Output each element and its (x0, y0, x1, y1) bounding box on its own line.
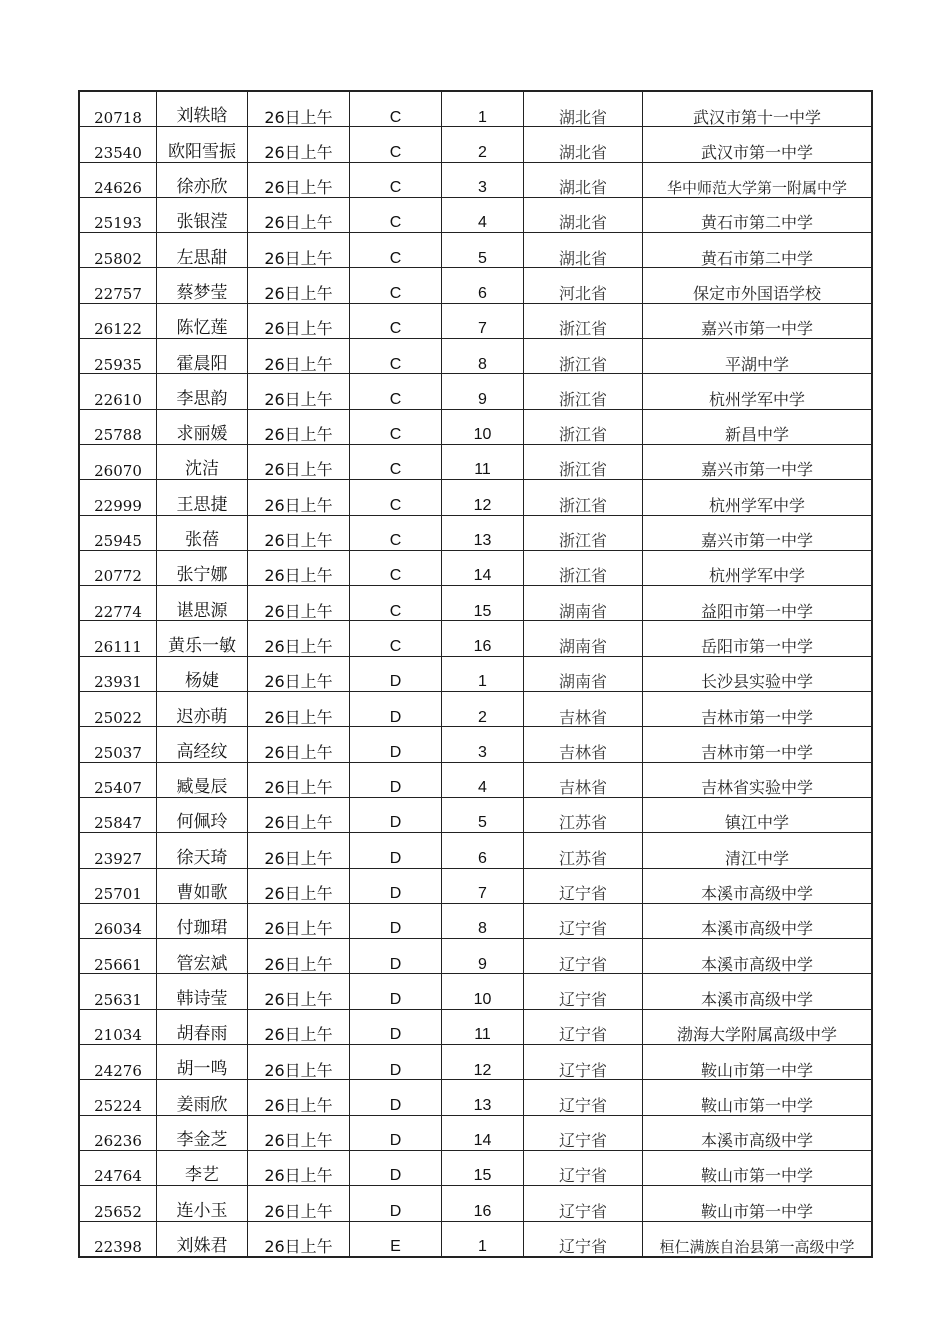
student-id-cell: 25193 (79, 197, 157, 232)
group-cell: D (350, 1150, 442, 1185)
school-cell: 杭州学军中学 (643, 480, 873, 515)
group-cell: C (350, 480, 442, 515)
seat-number-cell: 9 (442, 939, 524, 974)
province-cell: 吉林省 (524, 727, 643, 762)
group-cell: C (350, 339, 442, 374)
student-name-cell: 沈洁 (157, 444, 248, 479)
seat-number-cell: 4 (442, 197, 524, 232)
group-cell: C (350, 91, 442, 127)
province-cell: 辽宁省 (524, 1186, 643, 1221)
school-cell: 鞍山市第一中学 (643, 1080, 873, 1115)
student-id-cell: 22398 (79, 1221, 157, 1257)
session-time-cell: 26日上午 (248, 1150, 350, 1185)
group-cell: C (350, 409, 442, 444)
student-name-cell: 韩诗莹 (157, 974, 248, 1009)
table-row (79, 1150, 872, 1185)
group-cell: D (350, 727, 442, 762)
student-id-cell: 25935 (79, 339, 157, 374)
school-cell: 本溪市高级中学 (643, 903, 873, 938)
school-cell: 鞍山市第一中学 (643, 1150, 873, 1185)
student-id-cell: 26034 (79, 903, 157, 938)
student-name-cell: 张蓓 (157, 515, 248, 550)
session-time-cell: 26日上午 (248, 409, 350, 444)
session-time-cell: 26日上午 (248, 197, 350, 232)
roster-table (78, 90, 873, 1258)
student-id-cell: 25847 (79, 797, 157, 832)
school-cell: 保定市外国语学校 (643, 268, 873, 303)
session-time-cell: 26日上午 (248, 586, 350, 621)
table-row (79, 444, 872, 479)
table-row (79, 939, 872, 974)
seat-number-cell: 12 (442, 480, 524, 515)
student-id-cell: 24626 (79, 162, 157, 197)
student-id-cell: 26122 (79, 303, 157, 338)
student-id-cell: 23540 (79, 127, 157, 162)
school-cell: 黄石市第二中学 (643, 197, 873, 232)
province-cell: 辽宁省 (524, 974, 643, 1009)
seat-number-cell: 14 (442, 550, 524, 585)
province-cell: 江苏省 (524, 797, 643, 832)
student-name-cell: 姜雨欣 (157, 1080, 248, 1115)
session-time-cell: 26日上午 (248, 480, 350, 515)
seat-number-cell: 7 (442, 868, 524, 903)
province-cell: 湖北省 (524, 127, 643, 162)
student-id-cell: 25945 (79, 515, 157, 550)
seat-number-cell: 2 (442, 127, 524, 162)
session-time-cell: 26日上午 (248, 727, 350, 762)
student-name-cell: 胡春雨 (157, 1009, 248, 1044)
session-time-cell: 26日上午 (248, 1080, 350, 1115)
table-row (79, 1080, 872, 1115)
student-name-cell: 何佩玲 (157, 797, 248, 832)
group-cell: D (350, 939, 442, 974)
student-id-cell: 26070 (79, 444, 157, 479)
seat-number-cell: 13 (442, 515, 524, 550)
table-row (79, 833, 872, 868)
group-cell: D (350, 833, 442, 868)
table-row (79, 586, 872, 621)
table-row (79, 868, 872, 903)
session-time-cell: 26日上午 (248, 762, 350, 797)
table-row (79, 692, 872, 727)
province-cell: 浙江省 (524, 444, 643, 479)
seat-number-cell: 5 (442, 233, 524, 268)
student-id-cell: 24764 (79, 1150, 157, 1185)
province-cell: 吉林省 (524, 692, 643, 727)
seat-number-cell: 3 (442, 162, 524, 197)
school-cell: 黄石市第二中学 (643, 233, 873, 268)
province-cell: 辽宁省 (524, 868, 643, 903)
group-cell: D (350, 1080, 442, 1115)
province-cell: 辽宁省 (524, 1150, 643, 1185)
student-id-cell: 21034 (79, 1009, 157, 1044)
roster-body (79, 91, 872, 1257)
table-row (79, 727, 872, 762)
seat-number-cell: 10 (442, 974, 524, 1009)
student-id-cell: 22774 (79, 586, 157, 621)
student-name-cell: 霍晨阳 (157, 339, 248, 374)
session-time-cell: 26日上午 (248, 444, 350, 479)
student-name-cell: 李思韵 (157, 374, 248, 409)
student-id-cell: 26111 (79, 621, 157, 656)
student-name-cell: 臧曼辰 (157, 762, 248, 797)
school-cell: 长沙县实验中学 (643, 656, 873, 691)
province-cell: 湖南省 (524, 586, 643, 621)
student-name-cell: 付珈珺 (157, 903, 248, 938)
school-cell: 镇江中学 (643, 797, 873, 832)
seat-number-cell: 8 (442, 339, 524, 374)
group-cell: C (350, 303, 442, 338)
school-cell: 益阳市第一中学 (643, 586, 873, 621)
session-time-cell: 26日上午 (248, 233, 350, 268)
school-cell: 鞍山市第一中学 (643, 1045, 873, 1080)
group-cell: D (350, 692, 442, 727)
province-cell: 辽宁省 (524, 1045, 643, 1080)
table-row (79, 797, 872, 832)
student-id-cell: 23927 (79, 833, 157, 868)
session-time-cell: 26日上午 (248, 692, 350, 727)
student-id-cell: 22610 (79, 374, 157, 409)
province-cell: 辽宁省 (524, 1080, 643, 1115)
student-name-cell: 张银滢 (157, 197, 248, 232)
student-name-cell: 陈忆莲 (157, 303, 248, 338)
session-time-cell: 26日上午 (248, 339, 350, 374)
student-name-cell: 连小玉 (157, 1186, 248, 1221)
school-cell: 吉林市第一中学 (643, 692, 873, 727)
school-cell: 渤海大学附属高级中学 (643, 1009, 873, 1044)
student-name-cell: 谌思源 (157, 586, 248, 621)
seat-number-cell: 11 (442, 1009, 524, 1044)
seat-number-cell: 3 (442, 727, 524, 762)
province-cell: 浙江省 (524, 374, 643, 409)
table-row (79, 162, 872, 197)
student-id-cell: 25661 (79, 939, 157, 974)
group-cell: D (350, 974, 442, 1009)
province-cell: 浙江省 (524, 409, 643, 444)
group-cell: C (350, 268, 442, 303)
group-cell: C (350, 586, 442, 621)
seat-number-cell: 2 (442, 692, 524, 727)
seat-number-cell: 7 (442, 303, 524, 338)
province-cell: 湖南省 (524, 621, 643, 656)
table-row (79, 197, 872, 232)
student-name-cell: 王思捷 (157, 480, 248, 515)
student-id-cell: 22999 (79, 480, 157, 515)
session-time-cell: 26日上午 (248, 903, 350, 938)
session-time-cell: 26日上午 (248, 127, 350, 162)
table-row (79, 339, 872, 374)
group-cell: D (350, 1115, 442, 1150)
school-cell: 新昌中学 (643, 409, 873, 444)
province-cell: 辽宁省 (524, 903, 643, 938)
province-cell: 吉林省 (524, 762, 643, 797)
group-cell: C (350, 515, 442, 550)
student-id-cell: 25802 (79, 233, 157, 268)
seat-number-cell: 1 (442, 1221, 524, 1257)
table-row (79, 91, 872, 127)
student-id-cell: 20772 (79, 550, 157, 585)
student-name-cell: 杨婕 (157, 656, 248, 691)
session-time-cell: 26日上午 (248, 1045, 350, 1080)
student-name-cell: 徐亦欣 (157, 162, 248, 197)
seat-number-cell: 1 (442, 656, 524, 691)
seat-number-cell: 11 (442, 444, 524, 479)
province-cell: 湖北省 (524, 197, 643, 232)
student-name-cell: 胡一鸣 (157, 1045, 248, 1080)
session-time-cell: 26日上午 (248, 1115, 350, 1150)
student-name-cell: 黄乐一敏 (157, 621, 248, 656)
student-name-cell: 高经纹 (157, 727, 248, 762)
table-row (79, 233, 872, 268)
school-cell: 嘉兴市第一中学 (643, 444, 873, 479)
school-cell: 清江中学 (643, 833, 873, 868)
school-cell: 嘉兴市第一中学 (643, 515, 873, 550)
group-cell: E (350, 1221, 442, 1257)
school-cell: 岳阳市第一中学 (643, 621, 873, 656)
student-name-cell: 刘姝君 (157, 1221, 248, 1257)
student-name-cell: 欧阳雪振 (157, 127, 248, 162)
student-id-cell: 23931 (79, 656, 157, 691)
student-id-cell: 25224 (79, 1080, 157, 1115)
seat-number-cell: 15 (442, 586, 524, 621)
seat-number-cell: 8 (442, 903, 524, 938)
student-name-cell: 蔡梦莹 (157, 268, 248, 303)
group-cell: D (350, 903, 442, 938)
student-name-cell: 李金芝 (157, 1115, 248, 1150)
school-cell: 本溪市高级中学 (643, 974, 873, 1009)
table-row (79, 762, 872, 797)
school-cell: 武汉市第十一中学 (643, 91, 873, 127)
session-time-cell: 26日上午 (248, 797, 350, 832)
student-id-cell: 25022 (79, 692, 157, 727)
table-row (79, 480, 872, 515)
session-time-cell: 26日上午 (248, 303, 350, 338)
school-cell: 嘉兴市第一中学 (643, 303, 873, 338)
school-cell: 杭州学军中学 (643, 550, 873, 585)
group-cell: D (350, 1045, 442, 1080)
session-time-cell: 26日上午 (248, 833, 350, 868)
student-id-cell: 26236 (79, 1115, 157, 1150)
session-time-cell: 26日上午 (248, 621, 350, 656)
session-time-cell: 26日上午 (248, 268, 350, 303)
seat-number-cell: 10 (442, 409, 524, 444)
table-row (79, 903, 872, 938)
group-cell: C (350, 374, 442, 409)
session-time-cell: 26日上午 (248, 515, 350, 550)
province-cell: 浙江省 (524, 339, 643, 374)
group-cell: C (350, 162, 442, 197)
table-row (79, 974, 872, 1009)
school-cell: 杭州学军中学 (643, 374, 873, 409)
session-time-cell: 26日上午 (248, 1186, 350, 1221)
student-id-cell: 24276 (79, 1045, 157, 1080)
session-time-cell: 26日上午 (248, 91, 350, 127)
seat-number-cell: 4 (442, 762, 524, 797)
group-cell: C (350, 550, 442, 585)
seat-number-cell: 5 (442, 797, 524, 832)
province-cell: 辽宁省 (524, 1221, 643, 1257)
seat-number-cell: 16 (442, 1186, 524, 1221)
session-time-cell: 26日上午 (248, 656, 350, 691)
province-cell: 江苏省 (524, 833, 643, 868)
province-cell: 河北省 (524, 268, 643, 303)
seat-number-cell: 9 (442, 374, 524, 409)
school-cell: 吉林市第一中学 (643, 727, 873, 762)
student-name-cell: 迟亦萌 (157, 692, 248, 727)
province-cell: 湖南省 (524, 656, 643, 691)
student-name-cell: 刘轶晗 (157, 91, 248, 127)
group-cell: D (350, 1186, 442, 1221)
school-cell: 本溪市高级中学 (643, 939, 873, 974)
session-time-cell: 26日上午 (248, 374, 350, 409)
seat-number-cell: 6 (442, 833, 524, 868)
province-cell: 辽宁省 (524, 1115, 643, 1150)
school-cell: 桓仁满族自治县第一高级中学 (643, 1221, 873, 1257)
table-row (79, 656, 872, 691)
province-cell: 浙江省 (524, 515, 643, 550)
group-cell: D (350, 762, 442, 797)
student-name-cell: 管宏斌 (157, 939, 248, 974)
table-row (79, 303, 872, 338)
student-id-cell: 20718 (79, 91, 157, 127)
group-cell: C (350, 233, 442, 268)
student-id-cell: 25701 (79, 868, 157, 903)
session-time-cell: 26日上午 (248, 1221, 350, 1257)
seat-number-cell: 15 (442, 1150, 524, 1185)
table-row (79, 1009, 872, 1044)
seat-number-cell: 16 (442, 621, 524, 656)
school-cell: 华中师范大学第一附属中学 (643, 162, 873, 197)
table-row (79, 268, 872, 303)
table-row (79, 621, 872, 656)
seat-number-cell: 14 (442, 1115, 524, 1150)
student-name-cell: 左思甜 (157, 233, 248, 268)
student-id-cell: 25788 (79, 409, 157, 444)
province-cell: 浙江省 (524, 550, 643, 585)
session-time-cell: 26日上午 (248, 868, 350, 903)
student-id-cell: 25631 (79, 974, 157, 1009)
table-row (79, 374, 872, 409)
group-cell: C (350, 444, 442, 479)
seat-number-cell: 12 (442, 1045, 524, 1080)
province-cell: 湖北省 (524, 162, 643, 197)
group-cell: C (350, 197, 442, 232)
province-cell: 浙江省 (524, 303, 643, 338)
province-cell: 湖北省 (524, 91, 643, 127)
student-name-cell: 张宁娜 (157, 550, 248, 585)
group-cell: C (350, 127, 442, 162)
table-row (79, 550, 872, 585)
student-id-cell: 25037 (79, 727, 157, 762)
school-cell: 平湖中学 (643, 339, 873, 374)
student-id-cell: 25407 (79, 762, 157, 797)
province-cell: 湖北省 (524, 233, 643, 268)
group-cell: D (350, 797, 442, 832)
student-id-cell: 25652 (79, 1186, 157, 1221)
group-cell: C (350, 621, 442, 656)
student-name-cell: 求丽媛 (157, 409, 248, 444)
seat-number-cell: 13 (442, 1080, 524, 1115)
table-row (79, 1045, 872, 1080)
province-cell: 辽宁省 (524, 1009, 643, 1044)
session-time-cell: 26日上午 (248, 939, 350, 974)
session-time-cell: 26日上午 (248, 1009, 350, 1044)
school-cell: 鞍山市第一中学 (643, 1186, 873, 1221)
group-cell: D (350, 1009, 442, 1044)
session-time-cell: 26日上午 (248, 974, 350, 1009)
seat-number-cell: 6 (442, 268, 524, 303)
session-time-cell: 26日上午 (248, 162, 350, 197)
table-row (79, 127, 872, 162)
school-cell: 武汉市第一中学 (643, 127, 873, 162)
student-id-cell: 22757 (79, 268, 157, 303)
table-row (79, 515, 872, 550)
table-row (79, 409, 872, 444)
session-time-cell: 26日上午 (248, 550, 350, 585)
table-row (79, 1186, 872, 1221)
student-name-cell: 曹如歌 (157, 868, 248, 903)
student-name-cell: 徐天琦 (157, 833, 248, 868)
group-cell: D (350, 656, 442, 691)
student-name-cell: 李艺 (157, 1150, 248, 1185)
seat-number-cell: 1 (442, 91, 524, 127)
school-cell: 吉林省实验中学 (643, 762, 873, 797)
group-cell: D (350, 868, 442, 903)
table-row (79, 1221, 872, 1257)
school-cell: 本溪市高级中学 (643, 868, 873, 903)
school-cell: 本溪市高级中学 (643, 1115, 873, 1150)
province-cell: 辽宁省 (524, 939, 643, 974)
province-cell: 浙江省 (524, 480, 643, 515)
table-row (79, 1115, 872, 1150)
